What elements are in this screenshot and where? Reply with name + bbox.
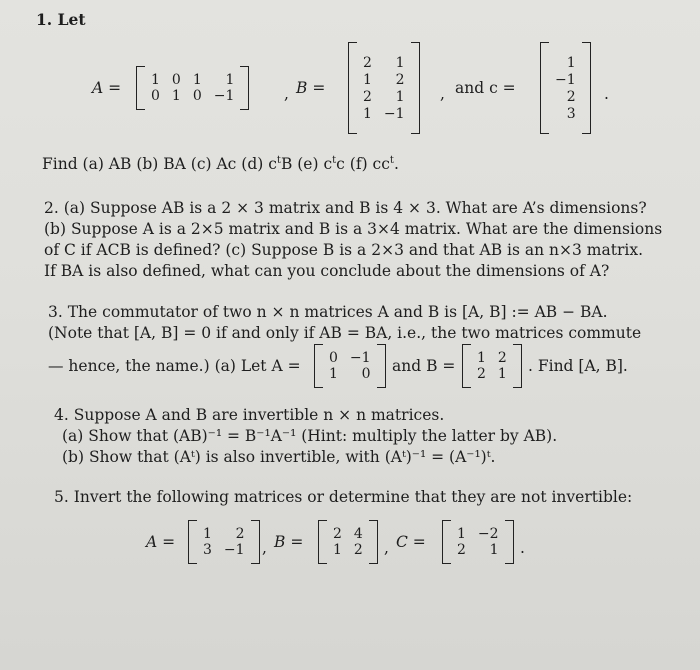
matrix-entry: −1 [383, 105, 405, 122]
p1-b-label: B = [296, 79, 326, 97]
matrix-entry: 1 [497, 366, 507, 382]
p1-a-label: A = [92, 79, 122, 97]
p5-a-label: A = [146, 533, 176, 551]
matrix-entry: 2 [363, 54, 372, 71]
p5-matrix-c [442, 520, 514, 564]
matrix-entry: 1 [566, 54, 576, 71]
p5-end: . [520, 539, 525, 557]
matrix-entry: 1 [171, 88, 181, 104]
p4-line-1: 4. Suppose A and B are invertible n × n matrices. [54, 406, 445, 424]
p1-lead: Let [57, 10, 86, 29]
matrix-entry: 2 [566, 88, 576, 105]
matrix-entry: 4 [353, 526, 363, 542]
matrix-entry: 1 [489, 542, 499, 558]
matrix-entry: 1 [329, 366, 338, 382]
matrix-entry: 3 [203, 542, 212, 558]
matrix-entry: 3 [566, 105, 576, 122]
p1-sep2: , [440, 85, 445, 103]
matrix-entry: 2 [235, 526, 245, 542]
p5-matrix-b [318, 520, 378, 564]
p3-line-1: 3. The commutator of two n × n matrices A and B is [A, B] := AB − BA. [48, 303, 608, 321]
matrix-entry: 1 [395, 88, 405, 105]
matrix-entry: 0 [151, 88, 160, 104]
p5-b-label: B = [274, 533, 304, 551]
matrix-entry: 1 [457, 526, 466, 542]
matrix-entry: 0 [329, 350, 338, 366]
p3-matrix-a [314, 344, 386, 388]
matrix-entry: 2 [395, 71, 405, 88]
matrix-entry: 1 [395, 54, 405, 71]
p5-line: 5. Invert the following matrices or determine that they are not invertible: [54, 488, 633, 506]
p1-and-c: and c = [455, 79, 516, 97]
p2-line-1: 2. (a) Suppose AB is a 2 × 3 matrix and B is 4 × 3. What are A’s dimensions? [44, 199, 647, 217]
matrix-entry: −1 [223, 542, 245, 558]
p5-sep2: , [384, 539, 389, 557]
p4-line-2: (a) Show that (AB)⁻¹ = B⁻¹A⁻¹ (Hint: multiply the latter by AB). [62, 427, 558, 445]
matrix-entry: 2 [363, 88, 372, 105]
p3-matrix-b [462, 344, 522, 388]
matrix-entry: 1 [203, 526, 212, 542]
p2-line-4: If BA is also defined, what can you conclude about the dimensions of A? [44, 262, 610, 280]
p1-number: 1. [36, 10, 53, 29]
p1-find-line: Find (a) AB (b) BA (c) Ac (d) $c^tB$ (e) $c^tc$ (f) $cc^t$. [42, 155, 399, 174]
matrix-entry: 1 [477, 350, 486, 366]
matrix-entry: 0 [171, 72, 181, 88]
matrix-entry: 2 [497, 350, 507, 366]
matrix-entry: 1 [192, 72, 202, 88]
matrix-entry: 1 [225, 72, 235, 88]
matrix-entry: 0 [192, 88, 202, 104]
matrix-entry: −1 [555, 71, 576, 88]
problem-1-number [36, 10, 86, 30]
matrix-entry: 1 [151, 72, 160, 88]
p1-vector-c [540, 42, 591, 134]
p1-sep1: , [284, 85, 289, 103]
matrix-entry: 2 [457, 542, 466, 558]
matrix-entry: −2 [477, 526, 499, 542]
p5-c-label: C = [396, 533, 426, 551]
p3-find: . Find [A, B]. [528, 357, 628, 375]
p5-sep1: , [262, 539, 267, 557]
matrix-entry: 1 [363, 105, 372, 122]
matrix-entry: 2 [333, 526, 342, 542]
p5-matrix-a [188, 520, 260, 564]
p3-line-3-pre: — hence, the name.) (a) Let A = [48, 357, 301, 375]
p3-and-b: and B = [392, 357, 456, 375]
p2-line-3: of C if ACB is defined? (c) Suppose B is a 2×3 and that AB is an n×3 matrix. [44, 241, 643, 259]
matrix-entry: −1 [349, 350, 371, 366]
p4-line-3: (b) Show that (Aᵗ) is also invertible, with (Aᵗ)⁻¹ = (A⁻¹)ᵗ. [62, 448, 496, 466]
matrix-entry: −1 [213, 88, 235, 104]
matrix-entry: 0 [361, 366, 371, 382]
p2-line-2: (b) Suppose A is a 2×5 matrix and B is a 3×4 matrix. What are the dimensions [44, 220, 663, 238]
p3-line-2: (Note that [A, B] = 0 if and only if AB = BA, i.e., the two matrices commute [48, 324, 642, 342]
matrix-entry: 2 [353, 542, 363, 558]
p1-matrix-a [136, 66, 249, 110]
matrix-entry: 1 [363, 71, 372, 88]
p1-end: . [604, 85, 609, 103]
p1-matrix-b [348, 42, 420, 134]
matrix-entry: 1 [333, 542, 342, 558]
matrix-entry: 2 [477, 366, 486, 382]
